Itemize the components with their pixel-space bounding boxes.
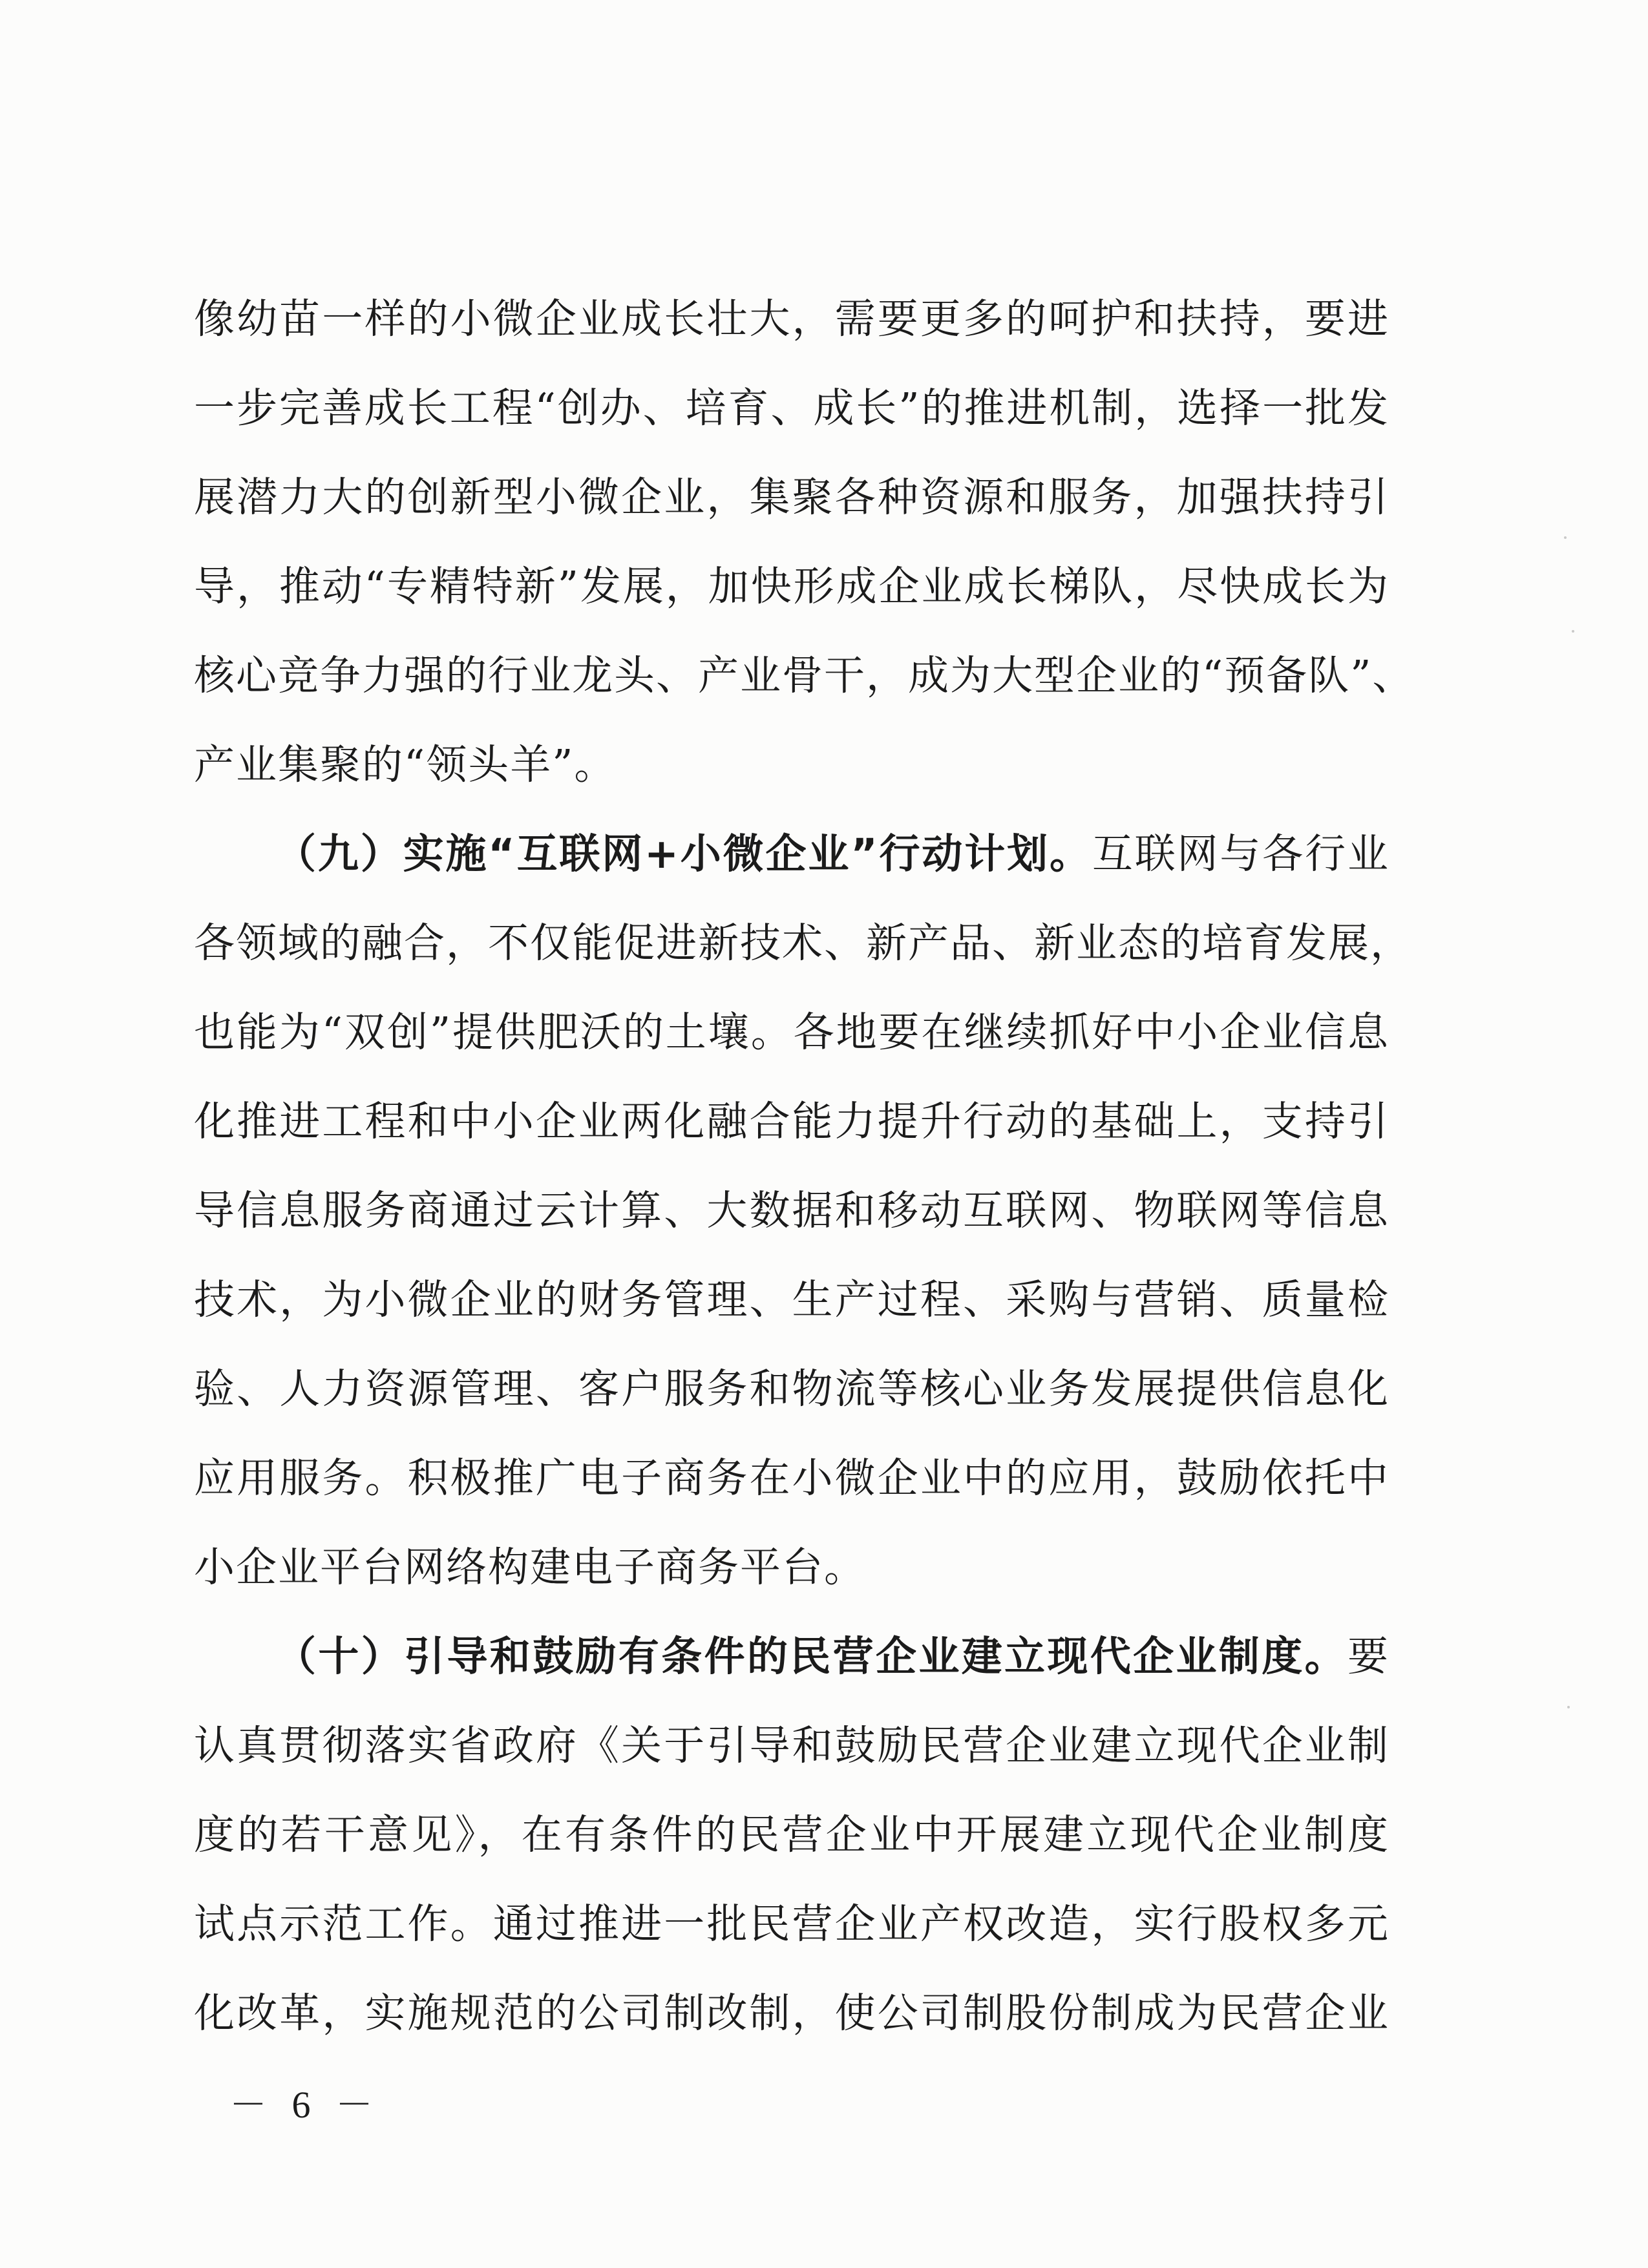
text-line: 小企业平台网络构建电子商务平台。 xyxy=(194,1544,866,1591)
text-line: 度的若干意见》，在有条件的民营企业中开展建立现代企业制度 xyxy=(194,1811,1389,1858)
text-line: 也能为“双创”提供肥沃的土壤。各地要在继续抓好中小企业信息 xyxy=(194,1009,1389,1056)
text-line: 产业集聚的“领头羊”。 xyxy=(194,741,617,788)
section-heading-line: （九）实施“互联网+小微企业”行动计划。互联网与各行业 xyxy=(275,830,1389,877)
text-line: 各领域的融合，不仅能促进新技术、新产品、新业态的培育发展， xyxy=(194,919,1412,967)
scan-speck xyxy=(1572,630,1574,633)
text-line: 化改革，实施规范的公司制改制，使公司制股份制成为民营企业 xyxy=(194,1990,1389,2037)
text-line: 试点示范工作。通过推进一批民营企业产权改造，实行股权多元 xyxy=(194,1900,1389,1948)
text-line: 应用服务。积极推广电子商务在小微企业中的应用，鼓励依托中 xyxy=(194,1454,1389,1502)
text-line: 核心竞争力强的行业龙头、产业骨干，成为大型企业的“预备队”、 xyxy=(194,652,1415,699)
text-line: 一步完善成长工程“创办、培育、成长”的推进机制，选择一批发 xyxy=(194,384,1389,432)
text-line: 认真贯彻落实省政府《关于引导和鼓励民营企业建立现代企业制 xyxy=(194,1722,1389,1769)
text-line: 化推进工程和中小企业两化融合能力提升行动的基础上，支持引 xyxy=(194,1098,1389,1145)
text-line: 导，推动“专精特新”发展，加快形成企业成长梯队，尽快成长为 xyxy=(194,563,1389,610)
text-line: 导信息服务商通过云计算、大数据和移动互联网、物联网等信息 xyxy=(194,1187,1389,1234)
scan-speck xyxy=(1567,1706,1570,1708)
text-line: 展潜力大的创新型小微企业，集聚各种资源和服务，加强扶持引 xyxy=(194,474,1389,521)
page-number: － 6 － xyxy=(229,2084,381,2126)
text-line: 验、人力资源管理、客户服务和物流等核心业务发展提供信息化 xyxy=(194,1365,1389,1412)
document-body xyxy=(194,275,1415,2058)
section-heading: （十）引导和鼓励有条件的民营企业建立现代企业制度。 xyxy=(275,1633,1347,1680)
scan-speck xyxy=(1564,536,1567,539)
text-line: 像幼苗一样的小微企业成长壮大，需要更多的呵护和扶持，要进 xyxy=(194,295,1389,342)
section-heading: （九）实施“互联网+小微企业”行动计划。 xyxy=(275,830,1092,877)
section-heading-line: （十）引导和鼓励有条件的民营企业建立现代企业制度。要 xyxy=(275,1633,1389,1680)
text-line: 技术，为小微企业的财务管理、生产过程、采购与营销、质量检 xyxy=(194,1276,1389,1323)
